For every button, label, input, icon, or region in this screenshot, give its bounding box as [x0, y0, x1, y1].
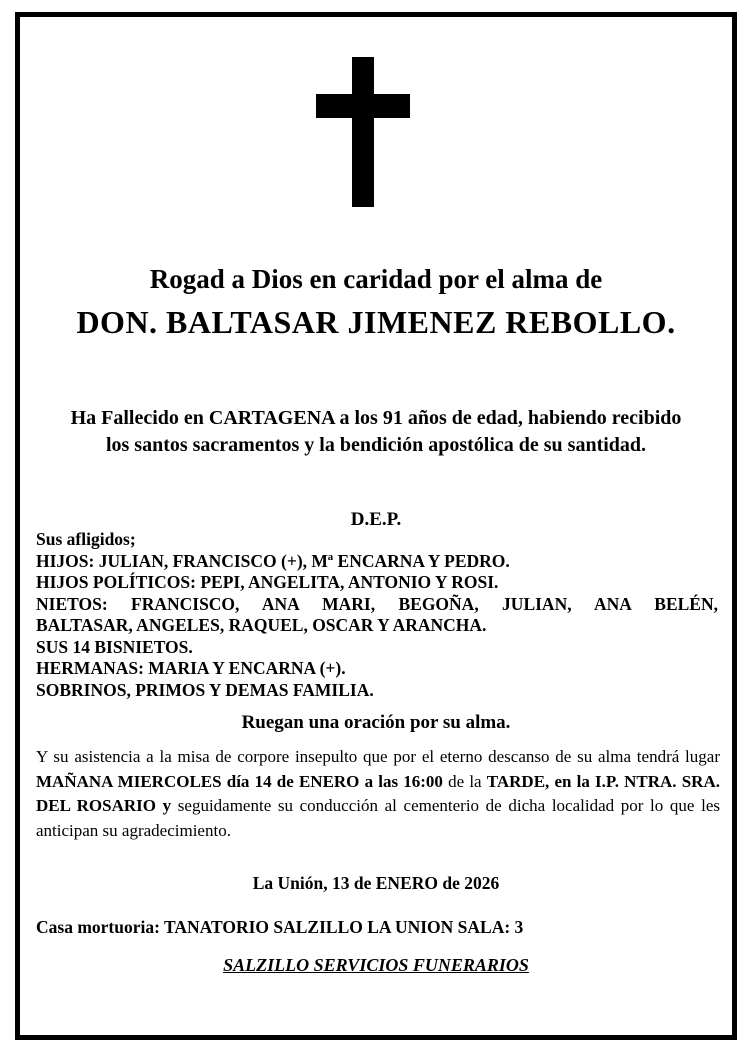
mass-text-3: seguidamente su conducción al cementerio de dicha localidad por lo que les anticipan su agradecimiento.: [36, 796, 720, 840]
nephews-line: SOBRINOS, PRIMOS Y DEMAS FAMILIA.: [36, 679, 374, 700]
mass-text-2: de la: [442, 771, 487, 791]
deceased-name: DON. BALTASAR JIMENEZ REBOLLO.: [76, 304, 676, 340]
sisters-line: HERMANAS: MARIA Y ENCARNA (+).: [36, 658, 346, 678]
death-announcement: Ha Fallecido en CARTAGENA a los 91 años de edad, habiendo recibido los santos sacramentos y la bendición apostólica de su santidad.: [70, 407, 682, 456]
grandchildren-line-2: BALTASAR, ANGELES, RAQUEL, OSCAR Y ARANCHA.: [36, 615, 487, 635]
family-list: [36, 529, 718, 701]
in-laws-line: HIJOS POLÍTICOS: PEPI, ANGELITA, ANTONIO Y ROSI.: [36, 572, 499, 592]
mass-location: TARDE, en la I.P. NTRA. SRA. DEL ROSARIO y: [36, 771, 720, 815]
mass-details: [36, 745, 720, 843]
afligidos-label: Sus afligidos;: [36, 529, 136, 549]
cross-icon-bar: [316, 94, 410, 118]
grandchildren-line-1: NIETOS: FRANCISCO, ANA MARI, BEGOÑA, JULIAN, ANA BELÉN,: [36, 593, 718, 614]
notice-border: [15, 12, 737, 1040]
funeral-company: SALZILLO SERVICIOS FUNERARIOS: [223, 955, 529, 975]
place-date: La Unión, 13 de ENERO de 2026: [252, 873, 500, 893]
prayer-request: Ruegan una oración por su alma.: [241, 712, 511, 733]
great-grandchildren-line: SUS 14 BISNIETOS.: [36, 636, 193, 657]
prayer-heading: Rogad a Dios en caridad por el alma de: [149, 264, 603, 294]
children-line: HIJOS: JULIAN, FRANCISCO (+), Mª ENCARNA Y PEDRO.: [36, 550, 510, 571]
mass-text-1: Y su asistencia a la misa de corpore insepulto que por el eterno descanso de su alma tendrá lugar: [36, 747, 720, 766]
mass-datetime: MAÑANA MIERCOLES día 14 de ENERO a las 16:00: [36, 771, 443, 791]
rip-abbreviation: D.E.P.: [350, 509, 402, 530]
funeral-home: Casa mortuoria: TANATORIO SALZILLO LA UNION SALA: 3: [36, 917, 524, 937]
cross-icon: [352, 57, 374, 207]
